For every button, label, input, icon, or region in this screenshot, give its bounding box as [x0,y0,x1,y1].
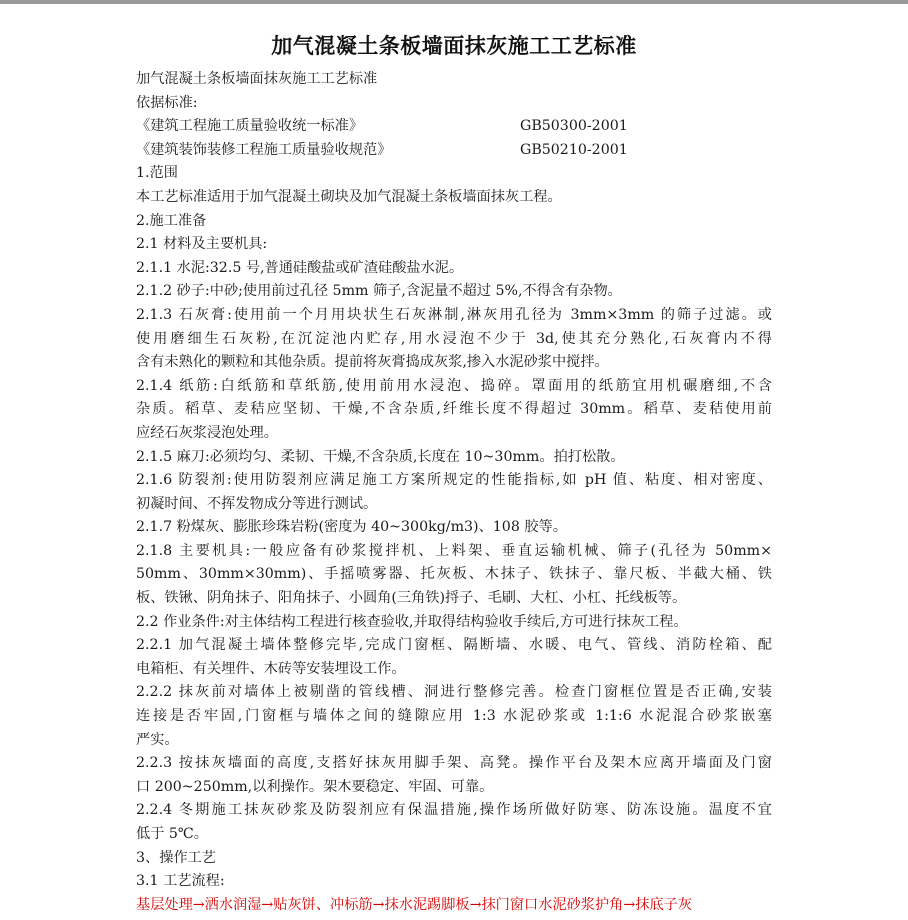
paragraph-line: 本工艺标准适用于加气混凝土砌块及加气混凝土条板墙面抹灰工程。 [136,188,562,205]
paragraph-line: 应经石灰浆浸泡处理。 [136,424,278,441]
paragraph-line: 初凝时间、不挥发物成分等进行测试。 [136,495,378,512]
document-subtitle: 加气混凝土条板墙面抹灰施工工艺标准 [136,71,378,87]
paragraph-line: 2.2.4 冬期施工抹灰砂浆及防裂剂应有保温措施,操作场所做好防寒、防冻设施。温度不宜 [136,802,772,819]
paragraph-line: 板、铁锹、阴角抹子、阳角抹子、小圆角(三角铁)捋子、毛刷、大杠、小杠、托线板等。 [136,590,687,607]
document-body [136,68,772,917]
paragraph-line: 2.1.1 水泥:32.5 号,普通硅酸盐或矿渣硅酸盐水泥。 [136,259,464,276]
paragraph-line: 2.1.7 粉煤灰、膨胀珍珠岩粉(密度为 40~300kg/m3)、108 胶等。 [136,519,567,536]
subsection-heading: 3.1 工艺流程: [136,873,225,890]
paragraph-line: 杂质。稻草、麦秸应坚韧、干燥,不含杂质,纤维长度不得超过 30mm。稻草、麦秸使用前 [136,401,772,418]
paragraph-line: 2.2 作业条件:对主体结构工程进行核查验收,并取得结构验收手续后,方可进行抹灰工程。 [136,613,688,630]
reference-row [136,115,772,139]
reference-name: 《建筑工程施工质量验收统一标准》 [136,118,364,135]
paragraph-line: 2.1.2 砂子:中砂;使用前过孔径 5mm 筛子,含泥量不超过 5%,不得含有杂物。 [136,283,622,300]
paragraph-line: 含有未熟化的颗粒和其他杂质。提前将灰膏捣成灰浆,掺入水泥砂浆中搅拌。 [136,354,609,371]
reference-code: GB50210-2001 [520,141,628,158]
paragraph-line: 2.2.1 加气混凝土墙体整修完毕,完成门窗框、隔断墙、水暖、电气、管线、消防栓箱、配 [136,637,772,654]
paragraph-line: 使用磨细生石灰粉,在沉淀池内贮存,用水浸泡不少于 3d,使其充分熟化,石灰膏内不得 [136,330,772,347]
document-page [0,4,908,920]
paragraph-line: 严实。 [136,731,179,748]
section-heading: 2.施工准备 [136,212,207,229]
paragraph-line: 电箱柜、有关埋件、木砖等安装埋设工作。 [136,660,406,677]
paragraph-line: 2.1.6 防裂剂:使用防裂剂应满足施工方案所规定的性能指标,如 pH 值、粘度、相对密度、 [136,472,772,489]
paragraph-line: 连接是否牢固,门窗框与墙体之间的缝隙应用 1:3 水泥砂浆或 1:1:6 水泥混合砂浆嵌塞 [136,708,772,725]
paragraph-line: 低于 5℃。 [136,826,208,842]
paragraph-line: 2.1.8 主要机具:一般应备有砂浆搅拌机、上料架、垂直运输机械、筛子(孔径为 50mm× [136,542,772,559]
reference-row [136,139,772,163]
paragraph-line: 50mm、30mm×30mm)、手摇喷雾器、托灰板、木抹子、铁抹子、靠尺板、半截大桶、铁 [136,566,772,583]
process-flow-line: 基层处理→洒水润湿→贴灰饼、冲标筋→抹水泥踢脚板→抹门窗口水泥砂浆护角→抹底子灰 [136,896,693,913]
basis-heading: 依据标准: [136,94,198,111]
reference-name: 《建筑装饰装修工程施工质量验收规范》 [136,141,392,158]
paragraph-line: 2.1.4 纸筋:白纸筋和草纸筋,使用前用水浸泡、捣碎。罩面用的纸筋宜用机碾磨细,不含 [136,377,772,394]
paragraph-line: 口 200~250mm,以利操作。架木要稳定、牢固、可靠。 [136,778,494,795]
subsection-heading: 2.1 材料及主要机具: [136,236,268,253]
document-title: 加气混凝土条板墙面抹灰施工工艺标准 [271,34,637,58]
paragraph-line: 2.1.5 麻刀:必须均匀、柔韧、干燥,不含杂质,长度在 10~30mm。拍打松散。 [136,448,625,465]
section-heading: 1.范围 [136,165,178,182]
paragraph-line: 2.2.3 按抹灰墙面的高度,支搭好抹灰用脚手架、高凳。操作平台及架木应离开墙面及门窗 [136,755,772,772]
reference-code: GB50300-2001 [520,118,628,135]
paragraph-line: 2.1.3 石灰膏:使用前一个月用块状生石灰淋制,淋灰用孔径为 3mm×3mm 的筛子过滤。或 [136,306,772,323]
section-heading: 3、操作工艺 [136,849,216,866]
paragraph-line: 2.2.2 抹灰前对墙体上被剔凿的管线槽、洞进行整修完善。检查门窗框位置是否正确,安装 [136,684,772,701]
